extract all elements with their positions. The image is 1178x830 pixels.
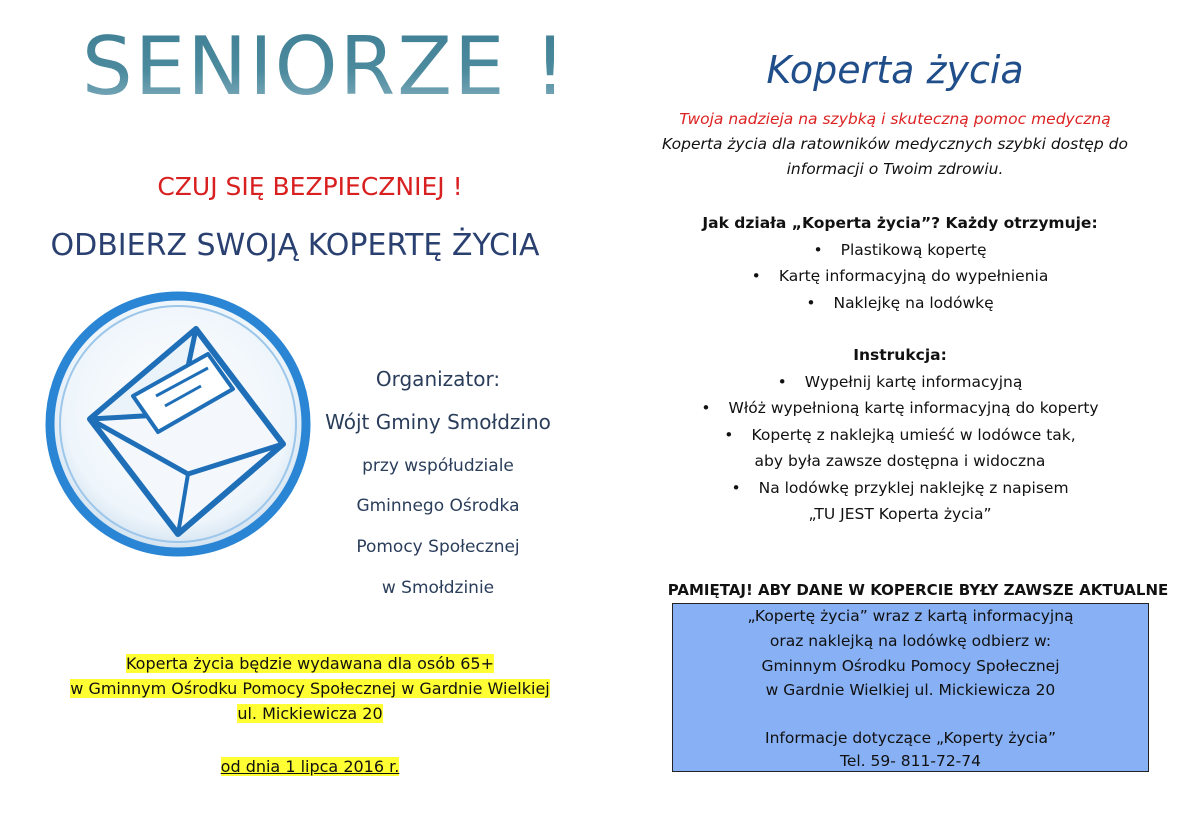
- note-location: [40, 679, 580, 698]
- note-date-text: od dnia 1 lipca 2016 r.: [220, 757, 400, 776]
- note-age: [40, 654, 580, 673]
- call-to-action: ODBIERZ SWOJĄ KOPERTĘ ŻYCIA: [50, 228, 540, 263]
- organizer-label: Organizator:: [375, 367, 501, 391]
- instruction-heading: Instrukcja:: [853, 346, 947, 364]
- how-item: [620, 267, 1178, 285]
- organizer-with: przy współudziale: [362, 456, 514, 476]
- instruction-item: [620, 479, 1178, 497]
- instruction-continuation-2: „TU JEST Koperta życia”: [808, 505, 992, 523]
- how-heading: Jak działa „Koperta życia”? Każdy otrzymuje:: [702, 214, 1098, 232]
- how-item: [620, 294, 1178, 312]
- info-box-line-2: oraz naklejką na lodówkę odbierz w:: [769, 632, 1052, 650]
- info-box-line-6: Tel. 59- 811-72-74: [840, 752, 981, 770]
- instruction-item-text: • Na lodówkę przyklej naklejkę z napisem: [731, 479, 1068, 497]
- safety-slogan: CZUJ SIĘ BEZPIECZNIEJ !: [157, 172, 463, 201]
- info-box-line-4: w Gardnie Wielkiej ul. Mickiewicza 20: [765, 681, 1056, 699]
- note-location-text: w Gminnym Ośrodku Pomocy Społecznej w Gardnie Wielkiej: [70, 679, 550, 698]
- envelope-icon: [38, 284, 318, 564]
- instruction-item-text: • Włóż wypełnioną kartę informacyjną do koperty: [701, 399, 1098, 417]
- info-box-line-1: „Kopertę życia” wraz z kartą informacyjną: [747, 607, 1074, 625]
- tagline: Twoja nadzieja na szybką i skuteczną pomoc medyczną: [679, 110, 1111, 128]
- note-address-text: ul. Mickiewicza 20: [237, 704, 383, 723]
- how-item-text: • Kartę informacyjną do wypełnienia: [752, 267, 1049, 285]
- organizer-ops-2: Pomocy Społecznej: [356, 537, 520, 557]
- note-address: [40, 704, 580, 723]
- info-box-line-5: Informacje dotyczące „Koperty życia”: [765, 729, 1056, 747]
- info-box-line-3: Gminnym Ośrodku Pomocy Społecznej: [761, 657, 1060, 675]
- how-item-text: • Plastikową kopertę: [813, 241, 986, 259]
- instruction-item: [620, 426, 1178, 444]
- description-line-2: informacji o Twoim zdrowiu.: [786, 160, 1004, 178]
- organizer-ops-1: Gminnego Ośrodka: [356, 496, 520, 516]
- main-title: SENIORZE !: [60, 20, 590, 113]
- instruction-item-text: • Kopertę z naklejką umieść w lodówce tak,: [724, 426, 1075, 444]
- instruction-item-text: • Wypełnij kartę informacyjną: [778, 373, 1023, 391]
- description-line-1: Koperta życia dla ratowników medycznych szybki dostęp do: [662, 135, 1128, 153]
- remember-heading: PAMIĘTAJ! ABY DANE W KOPERCIE BYŁY ZAWSZE AKTUALNE: [667, 581, 1169, 599]
- organizer-place: w Smołdzinie: [381, 578, 495, 598]
- note-age-text: Koperta życia będzie wydawana dla osób 65+: [125, 654, 494, 673]
- organizer-name: Wójt Gminy Smołdzino: [325, 410, 551, 434]
- instruction-item: [620, 373, 1178, 391]
- note-date: [40, 757, 580, 776]
- koperta-title: Koperta życia: [766, 48, 1024, 92]
- how-item-text: • Naklejkę na lodówkę: [806, 294, 993, 312]
- how-item: [620, 241, 1178, 259]
- instruction-continuation: aby była zawsze dostępna i widoczna: [754, 452, 1046, 470]
- instruction-item: [620, 399, 1178, 417]
